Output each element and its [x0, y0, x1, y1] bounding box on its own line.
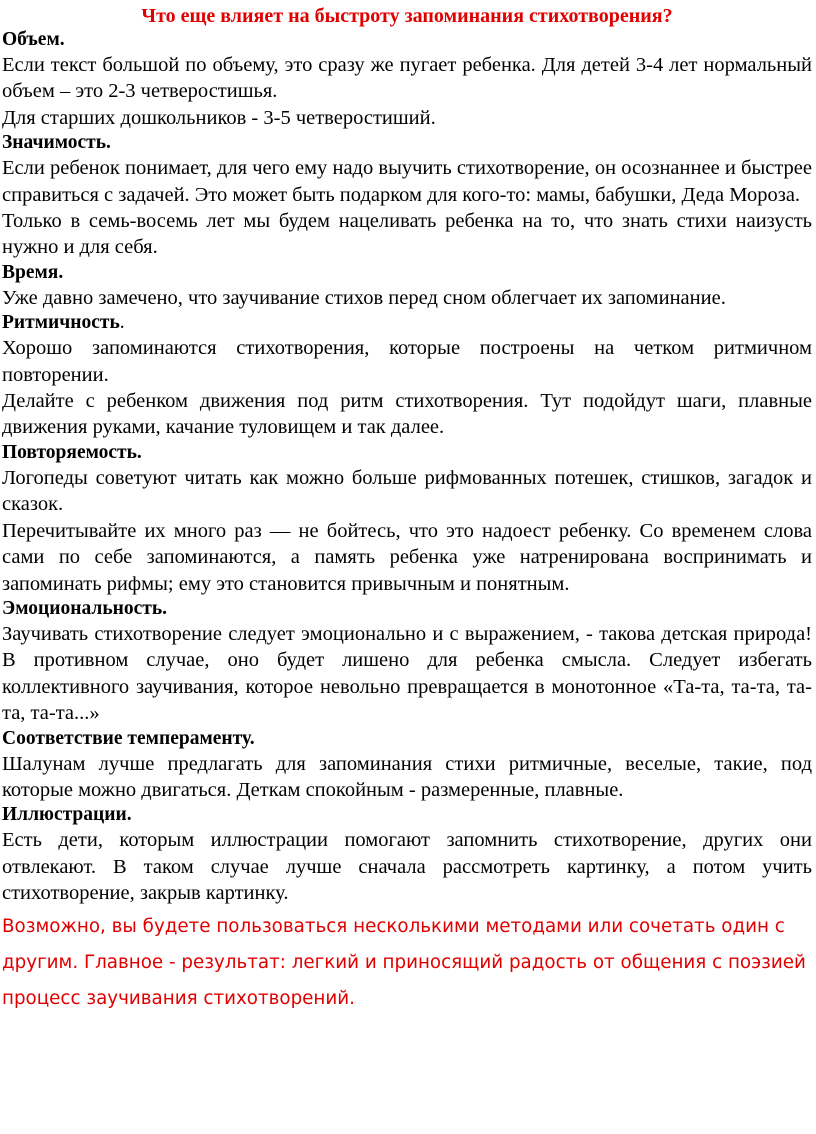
section-heading-repetition: Повторяемость.: [2, 441, 142, 463]
section-paragraph: Хорошо запоминаются стихотворения, которые построены на четком ритмичном повторении.: [2, 337, 812, 386]
section-paragraph: Если текст большой по объему, это сразу же пугает ребенка. Для детей 3-4 лет нормальный объем – это 2-3 четверостишья.: [2, 54, 812, 103]
section-paragraph: Логопеды советуют читать как можно больше рифмованных потешек, стишков, загадок и сказок.: [2, 466, 812, 516]
conclusion-text: Возможно, вы будете пользоваться несколькими методами или сочетать один с другим. Главное - результат: легкий и приносящий радость от общения с поэзией процесс заучивания стихотворений.: [2, 915, 806, 1009]
document-title: Что еще влияет на быстроту запоминания стихотворения?: [141, 5, 673, 27]
section-heading-time: Время.: [2, 261, 64, 283]
section-paragraph: Заучивать стихотворение следует эмоционально и с выражением, - такова детская природа! В противном случае, оно будет лишено для ребенка смысла. Следует избегать коллективного заучивания, которое невольно превращается в монотонное «Та-та, та-та, та-та, та-та...»: [2, 622, 812, 725]
section-paragraph: Есть дети, которым иллюстрации помогают запомнить стихотворение, других они отвлекают. В таком случае лучше сначала рассмотреть картинку, а потом учить стихотворение, закрыв картинку.: [2, 829, 812, 905]
section-heading-emotionality: Эмоциональность.: [2, 597, 168, 619]
section-paragraph: Если ребенок понимает, для чего ему надо выучить стихотворение, он осознаннее и быстрее справиться с задачей. Это может быть подарком для кого-то: мамы, бабушки, Деда Мороза.: [2, 157, 812, 206]
section-heading-temperament: Соответствие темпераменту.: [2, 727, 255, 749]
section-heading-significance: Значимость.: [2, 132, 111, 154]
section-paragraph: Шалунам лучше предлагать для запоминания стихи ритмичные, веселые, такие, под которые можно двигаться. Деткам спокойным - размеренные, плавные.: [2, 752, 812, 801]
section-heading-volume: Объем.: [2, 29, 65, 50]
section-paragraph: Перечитывайте их много раз — не бойтесь, что это надоест ребенку. Со временем слова сами по себе запоминаются, а память ребенка уже натренирована воспринимать и запоминать рифмы; ему это становится привычным и понятным.: [2, 519, 812, 595]
section-heading-rhythm: Ритмичность.: [2, 312, 125, 334]
section-paragraph: Делайте с ребенком движения под ритм стихотворения. Тут подойдут шаги, плавные движения руками, качание туловищем и так далее.: [2, 390, 812, 439]
section-paragraph: Уже давно замечено, что заучивание стихов перед сном облегчает их запоминание.: [2, 286, 726, 309]
section-paragraph: Только в семь-восемь лет мы будем нацеливать ребенка на то, что знать стихи наизусть нужно и для себя.: [2, 210, 812, 259]
section-paragraph: Для старших дошкольников - 3-5 четверостиший.: [2, 106, 436, 129]
section-heading-illustrations: Иллюстрации.: [2, 804, 132, 826]
